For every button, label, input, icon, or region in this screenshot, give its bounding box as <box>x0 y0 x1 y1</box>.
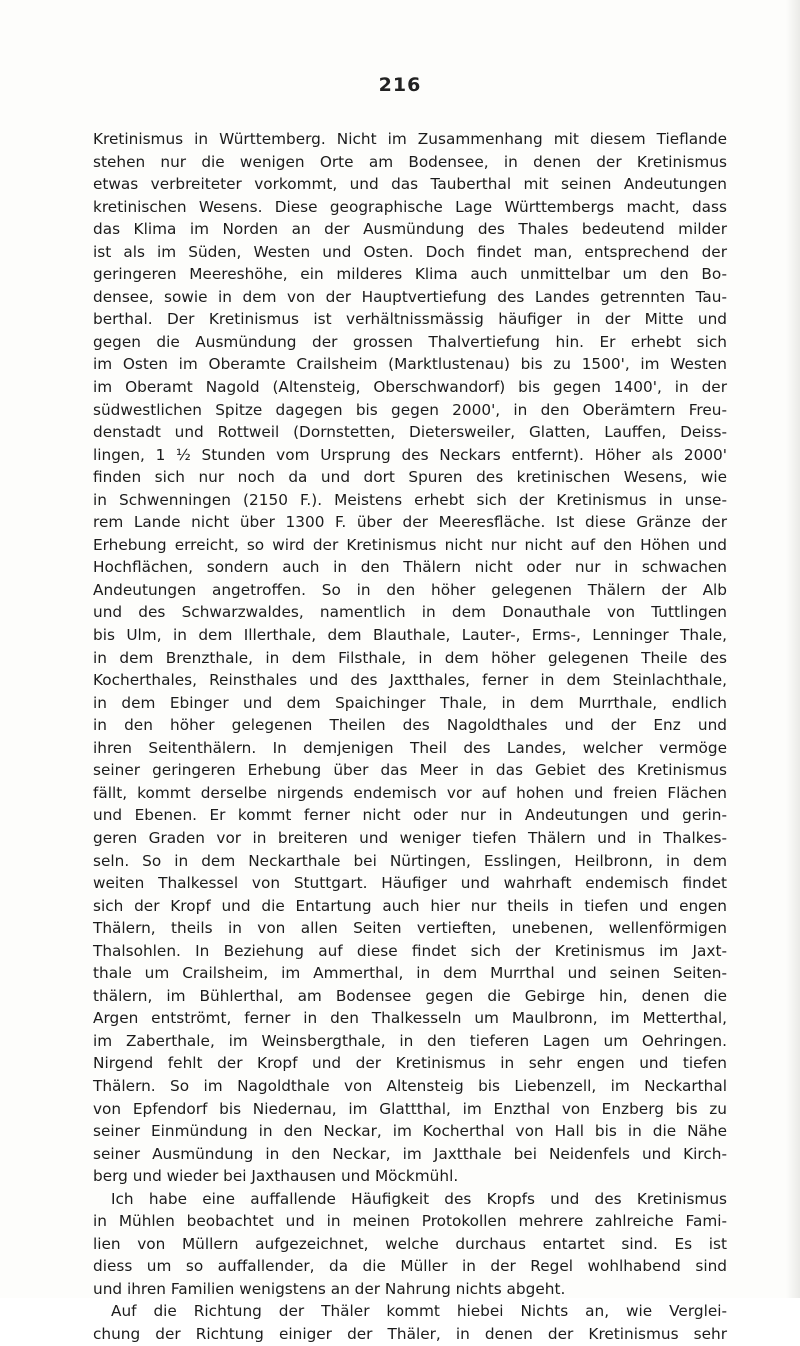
text-line: lien von Müllern aufgezeichnet, welche durchaus entartet sind. Es ist <box>93 1234 727 1253</box>
text-line: das Klima im Norden an der Ausmündung des Thales bedeutend milder <box>93 220 727 239</box>
text-line: fällt, kommt derselbe nirgends endemisch vor auf hohen und freien Flächen <box>93 783 727 802</box>
text-line: sich der Kropf und die Entartung auch hier nur theils in tiefen und engen <box>93 896 727 915</box>
text-line: weiten Thalkessel von Stuttgart. Häufiger und wahrhaft endemisch findet <box>93 874 727 893</box>
text-line: gegen die Ausmündung der grossen Thalvertiefung hin. Er erhebt sich <box>93 332 727 351</box>
text-line: in dem Brenzthale, in dem Filsthale, in dem höher gelegenen Theile des <box>93 648 727 667</box>
text-line: und des Schwarzwaldes, namentlich in dem Donauthale von Tuttlingen <box>93 603 727 622</box>
text-line: Thälern, theils in von allen Seiten vertieften, unebenen, wellenförmigen <box>93 919 727 938</box>
text-line: seiner Einmündung in den Neckar, im Kocherthal von Hall bis in die Nähe <box>93 1122 727 1141</box>
text-line: denstadt und Rottweil (Dornstetten, Dietersweiler, Glatten, Lauffen, Deiss- <box>93 423 727 442</box>
text-line: etwas verbreiteter vorkommt, und das Tauberthal mit seinen Andeutungen <box>93 175 727 194</box>
text-line: in dem Ebinger und dem Spaichinger Thale, in dem Murrthale, endlich <box>93 693 727 712</box>
text-line: seln. So in dem Neckarthale bei Nürtingen, Esslingen, Heilbronn, in dem <box>93 851 727 870</box>
text-line: von Epfendorf bis Niedernau, im Glattthal, im Enzthal von Enzberg bis zu <box>93 1099 727 1118</box>
text-line: im Zaberthale, im Weinsbergthale, in den tieferen Lagen um Oehringen. <box>93 1031 727 1050</box>
text-line: in Schwenningen (2150 F.). Meistens erhebt sich der Kretinismus in unse- <box>93 490 727 509</box>
text-line: im Oberamt Nagold (Altensteig, Oberschwandorf) bis gegen 1400', in der <box>93 378 727 397</box>
text-line: thälern, im Bühlerthal, am Bodensee gegen die Gebirge hin, denen die <box>93 986 727 1005</box>
text-line: thale um Crailsheim, im Ammerthal, in dem Murrthal und seinen Seiten- <box>93 964 727 983</box>
text-line: berthal. Der Kretinismus ist verhältnissmässig häufiger in der Mitte und <box>93 310 727 329</box>
text-line: Argen entströmt, ferner in den Thalkesseln um Maulbronn, im Metterthal, <box>93 1009 727 1028</box>
text-line: geringeren Meereshöhe, ein milderes Klima auch unmittelbar um den Bo- <box>93 265 727 284</box>
text-line: Auf die Richtung der Thäler kommt hiebei Nichts an, wie Verglei- <box>111 1302 727 1321</box>
text-line: Erhebung erreicht, so wird der Kretinismus nicht nur nicht auf den Höhen und <box>93 535 727 554</box>
text-line: berg und wieder bei Jaxthausen und Möckmühl. <box>93 1167 459 1186</box>
text-line: rem Lande nicht über 1300 F. über der Meeresfläche. Ist diese Gränze der <box>93 513 727 532</box>
text-line: seiner geringeren Erhebung über das Meer in das Gebiet des Kretinismus <box>93 761 727 780</box>
text-line: Thälern. So im Nagoldthale von Altensteig bis Liebenzell, im Neckarthal <box>93 1076 727 1095</box>
text-line: diess um so auffallender, da die Müller in der Regel wohlhabend sind <box>93 1257 727 1276</box>
text-line: kretinischen Wesens. Diese geographische Lage Württembergs macht, dass <box>93 197 727 216</box>
text-line: und ihren Familien wenigstens an der Nahrung nichts abgeht. <box>93 1279 566 1298</box>
text-line: Hochflächen, sondern auch in den Thälern nicht oder nur in schwachen <box>93 558 727 577</box>
text-line: Nirgend fehlt der Kropf und der Kretinismus in sehr engen und tiefen <box>93 1054 727 1073</box>
text-line: ihren Seitenthälern. In demjenigen Theil des Landes, welcher vermöge <box>93 738 727 757</box>
text-line: seiner Ausmündung in den Neckar, im Jaxtthale bei Neidenfels und Kirch- <box>93 1144 727 1163</box>
body-text <box>93 128 727 1346</box>
text-line: Kocherthales, Reinsthales und des Jaxtthales, ferner in dem Steinlachthale, <box>93 671 727 690</box>
text-line: in den höher gelegenen Theilen des Nagoldthales und der Enz und <box>93 716 727 735</box>
text-line: und Ebenen. Er kommt ferner nicht oder nur in Andeutungen und gerin- <box>93 806 727 825</box>
page-edge-shadow <box>786 0 800 1298</box>
text-line: in Mühlen beobachtet und in meinen Protokollen mehrere zahlreiche Fami- <box>93 1212 727 1231</box>
text-line: Ich habe eine auffallende Häufigkeit des Kropfs und des Kretinismus <box>111 1189 727 1208</box>
text-line: finden sich nur noch da und dort Spuren des kretinischen Wesens, wie <box>93 468 727 487</box>
text-line: bis Ulm, in dem Illerthale, dem Blauthale, Lauter-, Erms-, Lenninger Thale, <box>93 626 727 645</box>
text-line: chung der Richtung einiger der Thäler, in denen der Kretinismus sehr <box>93 1324 727 1343</box>
text-line: stehen nur die wenigen Orte am Bodensee, in denen der Kretinismus <box>93 152 727 171</box>
text-line: südwestlichen Spitze dagegen bis gegen 2000', in den Oberämtern Freu- <box>93 400 727 419</box>
text-line: lingen, 1 ½ Stunden vom Ursprung des Neckars entfernt). Höher als 2000' <box>93 445 727 464</box>
text-line: ist als im Süden, Westen und Osten. Doch findet man, entsprechend der <box>93 242 727 261</box>
text-line: Kretinismus in Württemberg. Nicht im Zusammenhang mit diesem Tieflande <box>93 130 727 148</box>
text-line: geren Graden vor in breiteren und weniger tiefen Thälern und in Thalkes- <box>93 828 727 847</box>
text-line: Andeutungen angetroffen. So in den höher gelegenen Thälern der Alb <box>93 580 727 599</box>
text-line: densee, sowie in dem von der Hauptvertiefung des Landes getrennten Tau- <box>93 287 727 306</box>
text-line: im Osten im Oberamte Crailsheim (Marktlustenau) bis zu 1500', im Westen <box>93 355 727 374</box>
page-number: 216 <box>378 74 422 96</box>
text-line: Thalsohlen. In Beziehung auf diese findet sich der Kretinismus im Jaxt- <box>93 941 727 960</box>
